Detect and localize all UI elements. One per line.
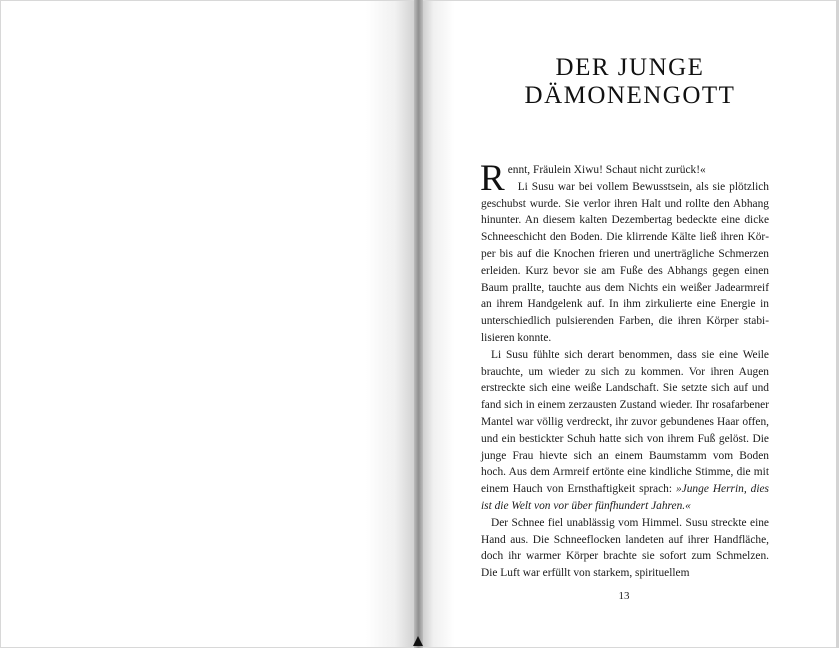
page-number: 13 (618, 590, 630, 602)
paragraph-3 (481, 347, 769, 515)
chapter-title (480, 54, 780, 110)
paragraph-4: Der Schnee fiel unablässig vom Himmel. Susu streckte eine Hand aus. Die Schneeflocken landeten auf ihrer Handfläche, doch ihr warmer Körper brachte sie sofort zum Schmelzen. Die Luft war erfüllt von starkem, spirituellem (481, 516, 769, 580)
book-gutter (414, 0, 423, 648)
chapter-title-line-2: DÄMONENGOTT (524, 82, 736, 109)
left-page (0, 0, 416, 648)
paragraph-3-quote: »Junge Herrin, dies ist die Welt von vor über fünfhundert Jahren.« (481, 483, 769, 512)
drop-cap: R (480, 158, 505, 199)
paragraph-3-text: Li Susu fühlte sich derart benommen, dass sie eine Weile brauchte, um wieder zu sich zu kommen. Vor ihren Augen erstreckte sich eine weiße Landschaft. Sie setzte sich auf und fand sich in einem zerzausten Zustand wieder. Ihr rosafarbener Mantel war völlig verdreckt, ihr zuvor gebundenes Haar offen, und ein bestickter Schuh hatte sich von ihrem Fuß gelöst. Die junge Frau hievte sich an einem Baumstamm vom Boden hoch. Aus dem Armreif ertönte eine kindliche Stimme, die mit einem Hauch von Ernsthaftigkeit sprach: (481, 348, 769, 496)
chapter-title-line-1: DER JUNGE (555, 54, 705, 81)
paragraph-1-text: ennt, Fräulein Xiwu! Schaut nicht zurück!« (507, 164, 706, 176)
paragraph-2: Li Susu war bei vollem Bewusstsein, als sie plötzlich geschubst wurde. Sie verlor ihren Halt und rollte den Abhang hinunter. An diesem kalten Dezembertag bedeckte eine dicke Schneeschicht den Boden. Die klirrende Kälte ließ ihren Körper bis auf die Knochen frieren und unerträgliche Schmerzen erleiden. Kurz bevor sie am Fuße des Abhangs gegen einen Baum prallte, tauchte aus dem Nichts ein weißer Jadearmreif an ihrem Handgelenk auf. In ihm zirkulierte eine Energie in unterschiedlich pulsierenden Farben, die ihren Körper stabilisieren konnte. (481, 180, 769, 344)
body-text (480, 158, 769, 582)
paragraph-1 (480, 158, 769, 199)
spine-marker-icon (413, 636, 423, 646)
